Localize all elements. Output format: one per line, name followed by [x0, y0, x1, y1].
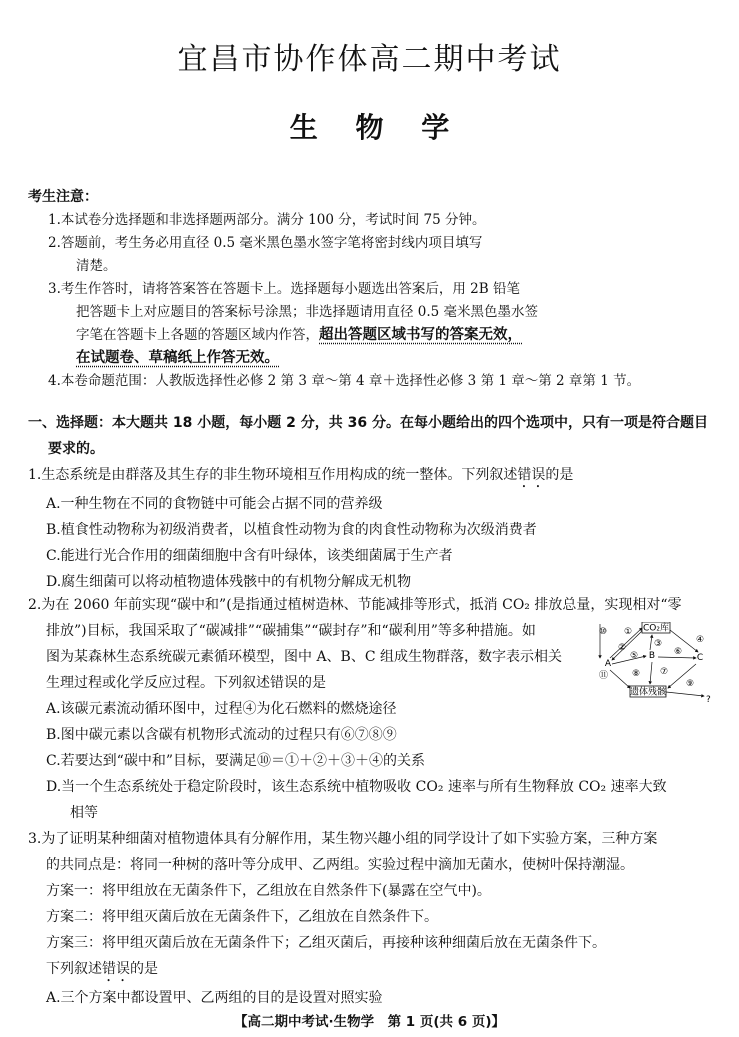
question-2-stem-line-3: 图为某森林生态系统碳元素循环模型，图中 A、B、C 组成生物群落，数字表示相关	[46, 649, 563, 665]
section-heading-line-2: 要求的。	[48, 441, 104, 457]
section-heading-line-1: 一、选择题：本大题共 18 小题，每小题 2 分，共 36 分。在每小题给出的四个选项中，只有一项是符合题目	[28, 415, 708, 431]
label-5: ⑤	[630, 651, 639, 661]
label-4: ④	[696, 635, 705, 645]
notice-item-3-text: 字笔在答题卡上各题的答题区域内作答，	[76, 327, 319, 343]
label-2: ②	[618, 643, 627, 653]
question-3	[28, 826, 718, 1011]
question-3-ask-text: 下列叙述	[46, 961, 102, 977]
node-a: A	[604, 659, 612, 669]
question-1-stem	[28, 462, 718, 491]
question-2-stem-line-4: 生理过程或化学反应过程。下列叙述错误的是	[46, 675, 326, 691]
question-1-option-b: B.植食性动物称为初级消费者，以植食性动物为食的肉食性动物称为次级消费者	[46, 522, 537, 538]
notice-item-1: 1.本试卷分选择题和非选择题两部分。满分 100 分，考试时间 75 分钟。	[48, 212, 486, 228]
question-2-option-d: D.当一个生态系统处于稳定阶段时，该生态系统中植物吸收 CO₂ 速率与所有生物释放 CO₂ 速率大致	[46, 779, 667, 795]
label-question: ?	[706, 695, 711, 705]
question-3-option-a: A.三个方案中都设置甲、乙两组的目的是设置对照实验	[46, 990, 383, 1006]
question-1-option-d: D.腐生细菌可以将动植物遗体残骸中的有机物分解成无机物	[46, 574, 412, 590]
remains-label: 遗体残骸	[629, 687, 667, 698]
notice-item-3: 3.考生作答时，请将答案答在答题卡上。选择题每小题选出答案后，用 2B 铅笔	[48, 281, 520, 297]
question-2-stem-line-2: 排放”)目标，我国采取了“碳减排”“碳捕集”“碳封存”和“碳利用”等多种措施。如	[46, 623, 536, 639]
section-heading	[28, 410, 718, 462]
notice-item-2-cont: 清楚。	[76, 258, 117, 274]
co2-pool-label: CO₂库	[643, 623, 669, 634]
question-3-emphasis: 错误	[102, 961, 130, 977]
question-3-stem-line-1: 3.为了证明某种细菌对植物遗体具有分解作用，某生物兴趣小组的同学设计了如下实验方案，三种方案	[28, 831, 658, 847]
question-3-plan-3: 方案三：将甲组灭菌后放在无菌条件下；乙组灭菌后，再接种该种细菌后放在无菌条件下。	[46, 935, 606, 951]
question-1-stem-end: 的是	[545, 467, 574, 483]
question-3-ask-end: 的是	[130, 961, 158, 977]
notice-item-3-bold-warning: 超出答题区域书写的答案无效，	[319, 327, 522, 343]
exam-title: 宜昌市协作体高二期中考试	[177, 42, 562, 77]
label-3: ③	[654, 639, 663, 649]
label-11: ⑪	[599, 671, 609, 681]
notice-item-4: 4.本卷命题范围：人教版选择性必修 2 第 3 章～第 4 章＋选择性必修 3 第 1 章～第 2 章第 1 节。	[48, 373, 641, 389]
question-2-option-b: B.图中碳元素以含碳有机物形式流动的过程只有⑥⑦⑧⑨	[46, 727, 397, 743]
question-3-plan-1: 方案一：将甲组放在无菌条件下，乙组放在自然条件下(暴露在空气中)。	[46, 883, 491, 899]
label-9: ⑨	[686, 679, 695, 689]
label-8: ⑧	[632, 669, 641, 679]
notice-item-2: 2.答题前，考生务必用直径 0.5 毫米黑色墨水签字笔将密封线内项目填写	[48, 235, 483, 251]
question-3-stem-line-2: 的共同点是：将同一种树的落叶等分成甲、乙两组。实验过程中滴加无菌水，使树叶保持潮湿。	[46, 857, 634, 873]
label-10: ⑩	[599, 627, 608, 637]
label-6: ⑥	[674, 647, 683, 657]
question-2-option-a: A.该碳元素流动循环图中，过程④为化石燃料的燃烧途径	[46, 701, 397, 717]
notice-item-3-line-2: 把答题卡上对应题目的答案标号涂黑；非选择题请用直径 0.5 毫米黑色墨水签	[76, 304, 539, 320]
question-1-stem-text: 1.生态系统是由群落及其生存的非生物环境相互作用构成的统一整体。下列叙述	[28, 467, 518, 483]
node-b: B	[648, 651, 656, 661]
question-2-stem-line-1: 2.为在 2060 年前实现“碳中和”(是指通过植树造林、节能减排等形式，抵消 CO₂ 排放总量，实现相对“零	[28, 597, 682, 613]
notice-item-3-bold-warning-2: 在试题卷、草稿纸上作答无效。	[76, 350, 279, 366]
question-2-option-c: C.若要达到“碳中和”目标，要满足⑩＝①＋②＋③＋④的关系	[46, 753, 425, 769]
notice-item-3-line-4	[28, 347, 718, 370]
question-3-plan-2: 方案二：将甲组灭菌后放在无菌条件下，乙组放在自然条件下。	[46, 909, 438, 925]
question-1	[28, 462, 718, 595]
question-1-option-a: A.一种生物在不同的食物链中可能会占据不同的营养级	[46, 496, 383, 512]
notice-item-3-line-3	[28, 324, 718, 347]
candidate-notice	[28, 186, 718, 393]
label-7: ⑦	[660, 667, 669, 677]
question-3-ask	[28, 956, 718, 985]
question-2-option-d-cont: 相等	[70, 805, 98, 821]
question-1-option-c: C.能进行光合作用的细菌细胞中含有叶绿体，该类细菌属于生产者	[46, 548, 453, 564]
question-1-emphasis: 错误	[517, 467, 546, 483]
subject-title: 生 物 学	[289, 111, 450, 144]
node-c: C	[696, 653, 704, 663]
page-footer: 【高二期中考试·生物学 第 1 页(共 6 页)】	[233, 1014, 506, 1030]
label-1: ①	[624, 627, 633, 637]
carbon-cycle-diagram	[596, 622, 714, 706]
notice-heading: 考生注意：	[28, 189, 98, 205]
